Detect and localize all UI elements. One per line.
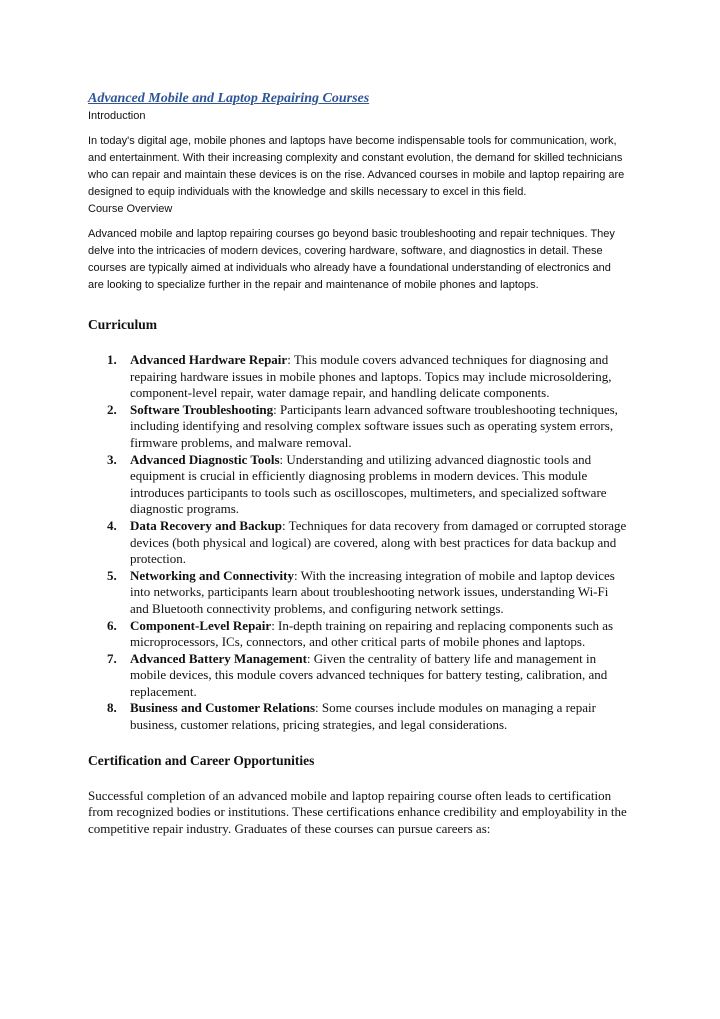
- list-item-text: : With the increasing integration of mobile and laptop devices into networks, participants learn about troubleshooting network issues, understanding Wi-Fi and Bluetooth connectivity problems, and configuring network settings.: [130, 567, 615, 616]
- list-item-term: Advanced Hardware Repair: [130, 352, 288, 367]
- list-item-term: Component-Level Repair: [130, 617, 272, 633]
- list-item-number: 8.: [107, 700, 117, 716]
- introduction-paragraph: In today's digital age, mobile phones and laptops have become indispensable tools for communication, work, and entertainment. With their increasing complexity and constant evolution, the demand for skilled technicians who can repair and maintain these devices is on the rise. Advanced courses in mobile and laptop repairing are designed to equip individuals with the knowledge and skills necessary to excel in this field.: [88, 135, 625, 198]
- list-item-text: : Given the centrality of battery life and management in mobile devices, this module covers advanced techniques for battery testing, calibration, and replacement.: [130, 650, 608, 699]
- list-item-text: : In-depth training on repairing and replacing components such as microprocessors, ICs, connectors, and other critical parts of mobile phones and laptops.: [130, 617, 614, 650]
- spacer: [88, 770, 628, 788]
- certification-paragraph: Successful completion of an advanced mobile and laptop repairing course often leads to certification from recognized bodies or institutions. These certifications enhance credibility and employability in the competitive repair industry. Graduates of these courses can pursue careers as:: [88, 787, 627, 836]
- list-item-term: Advanced Diagnostic Tools: [130, 451, 280, 467]
- list-item-text: : Techniques for data recovery from damaged or corrupted storage devices (both physical and logical) are covered, along with best practices for data backup and protection.: [130, 517, 627, 567]
- list-item: [88, 700, 628, 733]
- list-item: [88, 568, 628, 618]
- spacer: [88, 334, 628, 352]
- list-item-text: : Understanding and utilizing advanced diagnostic tools and equipment is crucial in efficiently diagnosing problems in modern devices. This module introduces participants to tools such as oscilloscopes, multimeters, and specialized software diagnostic programs.: [130, 451, 607, 517]
- list-item-text: : Participants learn advanced software troubleshooting techniques, including identifying and resolving complex software issues such as operating system errors, firmware problems, and malware removal.: [130, 401, 618, 450]
- list-item-text: : Some courses include modules on managing a repair business, customer relations, pricing strategies, and legal considerations.: [130, 700, 596, 733]
- list-item: [88, 618, 628, 651]
- overview-paragraph: Advanced mobile and laptop repairing courses go beyond basic troubleshooting and repair techniques. They delve into the intricacies of modern devices, covering hardware, software, and diagnostics in detail. These courses are typically aimed at individuals who already have a foundational understanding of electronics and are looking to specialize further in the repair and maintenance of mobile phones and laptops.: [88, 228, 615, 291]
- list-item-number: 6.: [107, 617, 117, 633]
- spacer: [88, 218, 628, 226]
- list-item: [88, 452, 628, 518]
- list-item-number: 2.: [107, 401, 117, 417]
- curriculum-list: [88, 352, 628, 734]
- document-title[interactable]: Advanced Mobile and Laptop Repairing Courses: [88, 91, 370, 106]
- list-item-number: 4.: [107, 517, 117, 533]
- certification-heading: Certification and Career Opportunities: [88, 752, 315, 768]
- spacer: [88, 734, 628, 752]
- list-item: [88, 518, 628, 568]
- list-item-term: Data Recovery and Backup: [130, 517, 283, 533]
- list-item-number: 3.: [107, 451, 117, 467]
- list-item-term: Networking and Connectivity: [130, 567, 294, 583]
- list-item: [88, 352, 628, 402]
- list-item: [88, 402, 628, 452]
- list-item-term: Advanced Battery Management: [130, 650, 307, 666]
- list-item-number: 1.: [107, 352, 117, 367]
- list-item-term: Software Troubleshooting: [130, 401, 274, 417]
- list-item: [88, 651, 628, 701]
- spacer: [88, 294, 628, 316]
- curriculum-heading: Curriculum: [88, 317, 157, 332]
- list-item-number: 5.: [107, 567, 117, 583]
- overview-heading: Course Overview: [88, 203, 173, 215]
- spacer: [88, 125, 628, 133]
- introduction-heading: Introduction: [88, 110, 146, 122]
- list-item-number: 7.: [107, 650, 117, 666]
- list-item-text: : This module covers advanced techniques for diagnosing and repairing hardware issues in mobile phones and laptops. Topics may include microsoldering, component-level repair, water damage repair, and handling delicate components.: [130, 352, 612, 401]
- list-item-term: Business and Customer Relations: [130, 700, 316, 716]
- document-page: [88, 90, 628, 837]
